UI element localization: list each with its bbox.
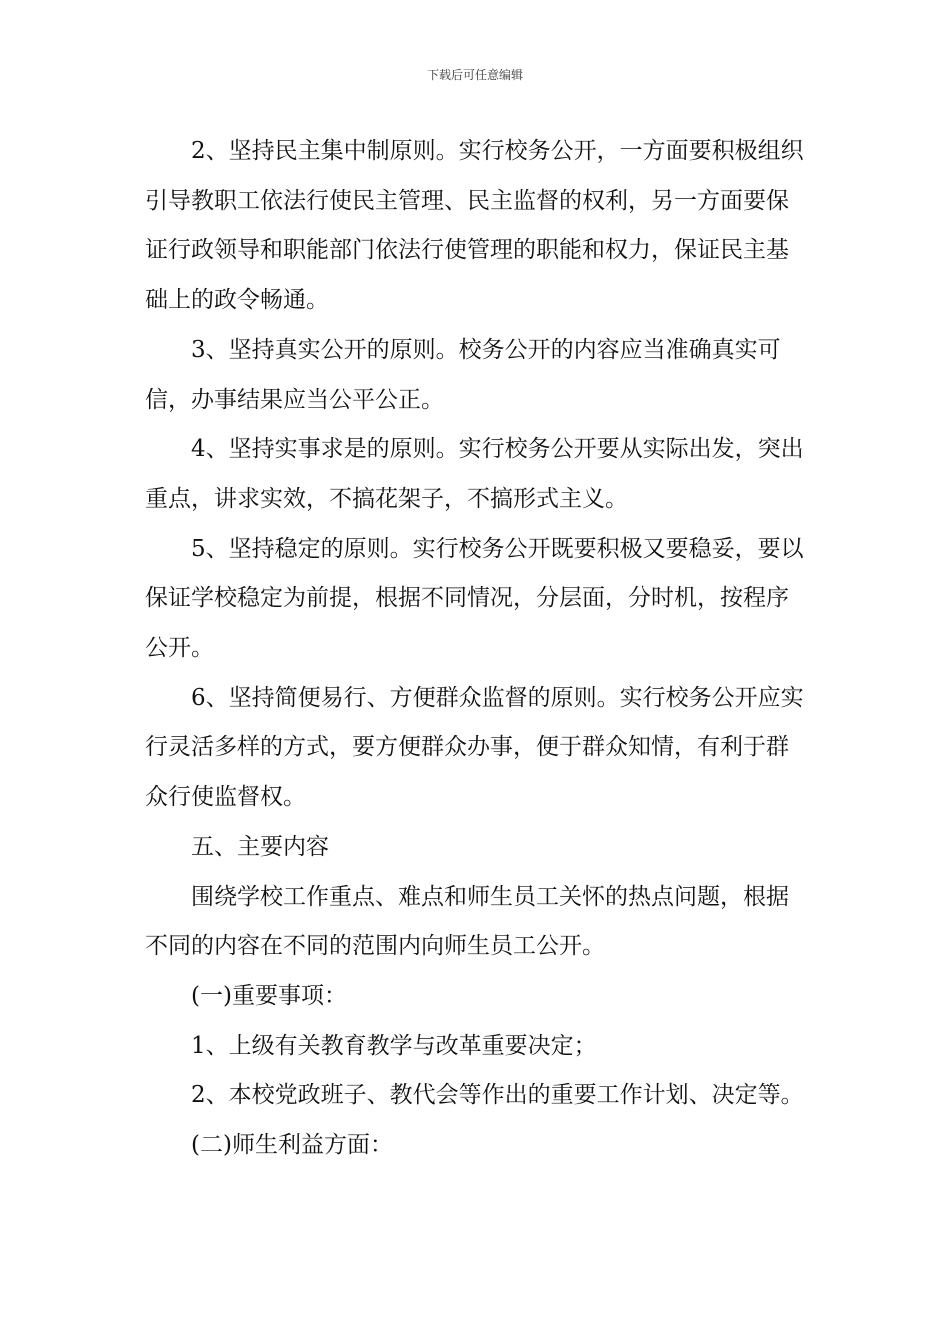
page-header: 下载后可任意编辑 [426, 68, 523, 82]
paragraph-principle-4: 4、坚持实事求是的原则。实行校务公开要从实际出发，突出重点，讲求实效，不搞花架子，不搞形式主义。 [145, 436, 804, 512]
paragraph-principle-5: 5、坚持稳定的原则。实行校务公开既要积极又要稳妥，要以保证学校稳定为前提，根据不同情况，分层面，分时机，按程序公开。 [145, 535, 804, 662]
document-body [145, 127, 810, 1171]
section-heading-main-content: 五、主要内容 [191, 833, 329, 860]
subheading-teacher-student-interests: (二)师生利益方面： [191, 1132, 393, 1159]
list-item-1: 1、上级有关教育教学与改革重要决定； [191, 1032, 597, 1059]
paragraph-principle-6: 6、坚持简便易行、方便群众监督的原则。实行校务公开应实行灵活多样的方式，要方便群众办事，便于群众知情，有利于群众行使监督权。 [145, 684, 804, 811]
subheading-important-matters: (一)重要事项： [191, 982, 347, 1009]
paragraph-principle-3: 3、坚持真实公开的原则。校务公开的内容应当准确真实可信，办事结果应当公平公正。 [145, 336, 781, 413]
paragraph-principle-2: 2、坚持民主集中制原则。实行校务公开，一方面要积极组织引导教职工依法行使民主管理、民主监督的权利，另一方面要保证行政领导和职能部门依法行使管理的职能和权力，保证民主基础上的政令畅通。 [145, 138, 804, 314]
paragraph-main-content-intro: 围绕学校工作重点、难点和师生员工关怀的热点问题，根据不同的内容在不同的范围内向师生员工公开。 [145, 883, 789, 960]
list-item-2: 2、本校党政班子、教代会等作出的重要工作计划、决定等。 [191, 1082, 804, 1109]
